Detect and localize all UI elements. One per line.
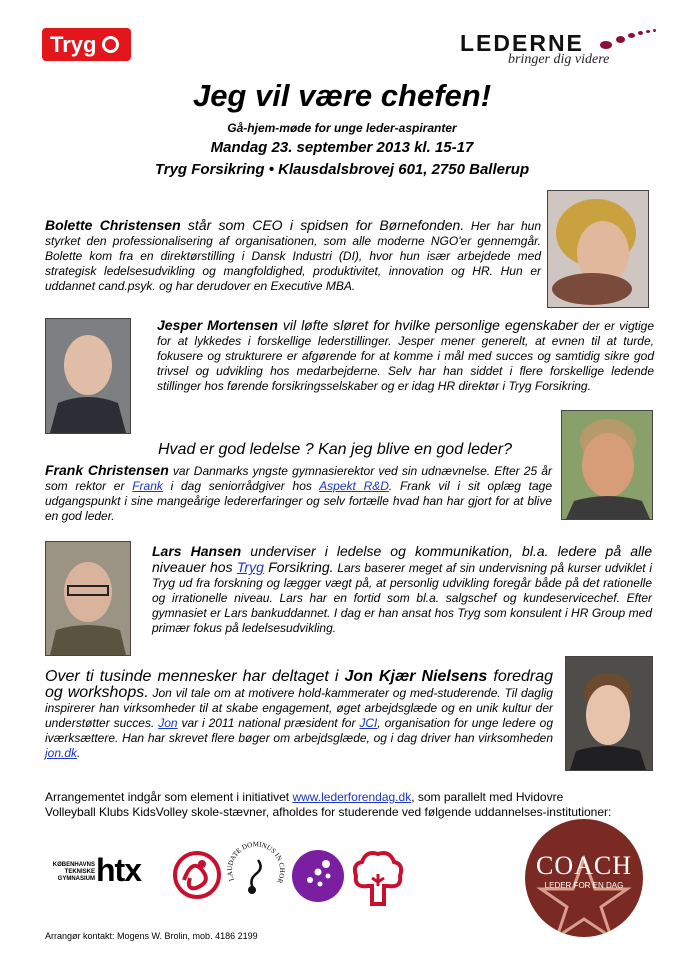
ktg-line-2: TEKNISKE	[64, 869, 95, 875]
coach-logo	[525, 819, 643, 937]
event-venue: Tryg Forsikring • Klausdalsbrovej 601, 2750 Ballerup	[154, 161, 530, 178]
frank-lead: var Danmarks yngste gymnasierektor ved sin udnævnelse.	[168, 464, 491, 478]
tree-logo	[348, 846, 408, 910]
page-title: Jeg vil være chefen!	[192, 78, 492, 113]
jon-lead-1: Over ti tusinde mennesker har deltaget i	[45, 668, 345, 685]
lars-photo	[45, 541, 131, 656]
ktg-line-1: KØBENHAVNS	[52, 862, 95, 868]
frank-question: Hvad er god ledelse ? Kan jeg blive en god leder?	[158, 441, 513, 458]
lederne-logo	[460, 30, 660, 70]
bolette-name: Bolette Christensen	[45, 217, 181, 233]
jesper-lead: vil løfte sløret for hvilke personlige egenskaber	[277, 317, 579, 333]
organizer-contact: Arrangør kontakt: Mogens W. Brolin, mob. 4186 2199	[45, 931, 258, 941]
lederne-tagline: bringer dig videre	[508, 52, 610, 67]
jon-paragraph	[45, 669, 553, 761]
lars-lead-1: underviser i ledelse og kommunikation, bl.a. ledere på alle niveauer hos	[152, 543, 652, 575]
tryg-logo-text: Tryg	[50, 31, 97, 57]
lars-lead-2: Forsikring.	[263, 559, 334, 575]
event-date: Mandag 23. september 2013 kl. 15-17	[210, 139, 474, 156]
tryg-link[interactable]: Tryg	[236, 559, 264, 575]
frank-link[interactable]: Frank	[132, 479, 163, 493]
red-ornament-logo	[172, 850, 222, 900]
purple-dots-logo	[292, 850, 344, 902]
choir-logo	[226, 840, 286, 902]
closing-text-2: , som parallelt med Hvidovre Volleyball Klubs KidsVolley skole-stævner, afholdes for studerende ved følgende uddannelses-institutioner:	[45, 790, 612, 819]
frank-body-2: i dag seniorrådgiver hos	[162, 479, 320, 493]
jesper-paragraph	[157, 318, 654, 394]
jon-dk-link[interactable]: jon.dk	[45, 746, 78, 760]
choir-logo-text: LAUDATE DOMINUS IN CHOR	[226, 840, 286, 885]
bolette-lead: står som CEO i spidsen for Børnefonden.	[180, 217, 465, 233]
svg-text:LAUDATE DOMINUS IN CHORO	[226, 840, 286, 885]
frank-body-1: Efter 25 år som rektor er	[45, 464, 552, 493]
jesper-photo	[45, 318, 131, 434]
bolette-body: Her har hun styrket den professionalisering af organisationen, som alle moderne NGO'er gennemgår. Bolette kom fra en direktørstilling i Dansk Industri (DI), hvor hun især arbejdede med strategisk ledelsesudvikling og mangfoldighed, produktivitet, innovation og HR. Hun er uddannet cand.psyk. og har derudover en Executive MBA.	[45, 219, 542, 293]
coach-logo-title: COACH	[535, 851, 632, 880]
frank-photo	[561, 410, 653, 520]
aspekt-link[interactable]: Aspekt R&D	[319, 479, 389, 493]
lars-body: Lars baserer meget af sin undervisning på kurser udviklet i Tryg ud fra forskning og lægger vægt på, at personlig udvikling foregår både på det rationelle og irrationelle niveau. Lars har en fortid som bl.a. salgschef og kundeservicechef. Efter gymnasiet er Lars bankuddannet. I dag er han ansat hos Tryg som konsulent i HR Group med primær fokus på ledelsesudvikling.	[152, 561, 653, 635]
lars-name: Lars Hansen	[152, 543, 242, 559]
jon-link[interactable]: Jon	[158, 716, 178, 730]
lederne-logo-text: LEDERNE	[460, 30, 584, 56]
jon-body-1: Jon vil tale om at motivere hold-kammerater og med-studerende. Til daglig inspirerer han virksomheder til at skabe engagement, øget arbejdsglæde og en unik kultur der understøtter succes.	[45, 686, 553, 730]
lars-paragraph	[152, 544, 652, 636]
frank-paragraph	[45, 463, 552, 524]
jon-name: Jon Kjær Nielsens	[344, 668, 488, 685]
closing-paragraph	[45, 790, 615, 820]
bolette-photo	[547, 190, 649, 308]
jesper-body: der er vigtige for at lykkedes i forskellige lederstillinger. Jesper mener generelt, at evnen til at turde, fokusere og strukturere er afgørende for at komme i mål med succes og samtidig sikre god trivsel og udvikling hos medarbejderne. Selv har han siddet i flere forskellige ledende stillinger hos førende forsikringsselskaber og er idag HR direktør i Tryg Forsikring.	[157, 319, 654, 393]
frank-body-3: . Frank vil i sit oplæg tage udgangspunkt i sine mangeårige ledererfaringer og selv fortælle hvad han har gjort for at blive en god leder.	[45, 479, 552, 523]
bolette-paragraph	[45, 218, 541, 294]
tryg-logo	[42, 28, 131, 61]
jci-link[interactable]: JCI	[359, 716, 378, 730]
jon-lead-2: foredrag og workshops.	[45, 668, 553, 701]
coach-logo-subtitle: LEDER FOR EN DAG	[544, 881, 624, 890]
htx-logo: htx	[96, 852, 141, 888]
jon-body-2: var i 2011 national præsident for	[177, 716, 360, 730]
lederforendag-link[interactable]: www.lederforendag.dk	[292, 790, 412, 804]
ktg-logo	[45, 862, 95, 883]
frank-name: Frank Christensen	[45, 462, 169, 478]
jon-body-3: , organisation for unge ledere og iværksættere. Han har skrevet flere bøger om arbejdsglæde, og i dag driver han virksomheden	[45, 716, 554, 745]
jesper-name: Jesper Mortensen	[157, 317, 278, 333]
event-subtitle: Gå-hjem-møde for unge leder-aspiranter	[227, 121, 457, 135]
ktg-line-3: GYMNASIUM	[57, 876, 95, 882]
jon-body-4: .	[77, 746, 81, 760]
jon-photo	[565, 656, 653, 771]
tryg-ring-icon	[102, 36, 119, 53]
closing-text-1: Arrangementet indgår som element i initiativet	[45, 790, 293, 804]
